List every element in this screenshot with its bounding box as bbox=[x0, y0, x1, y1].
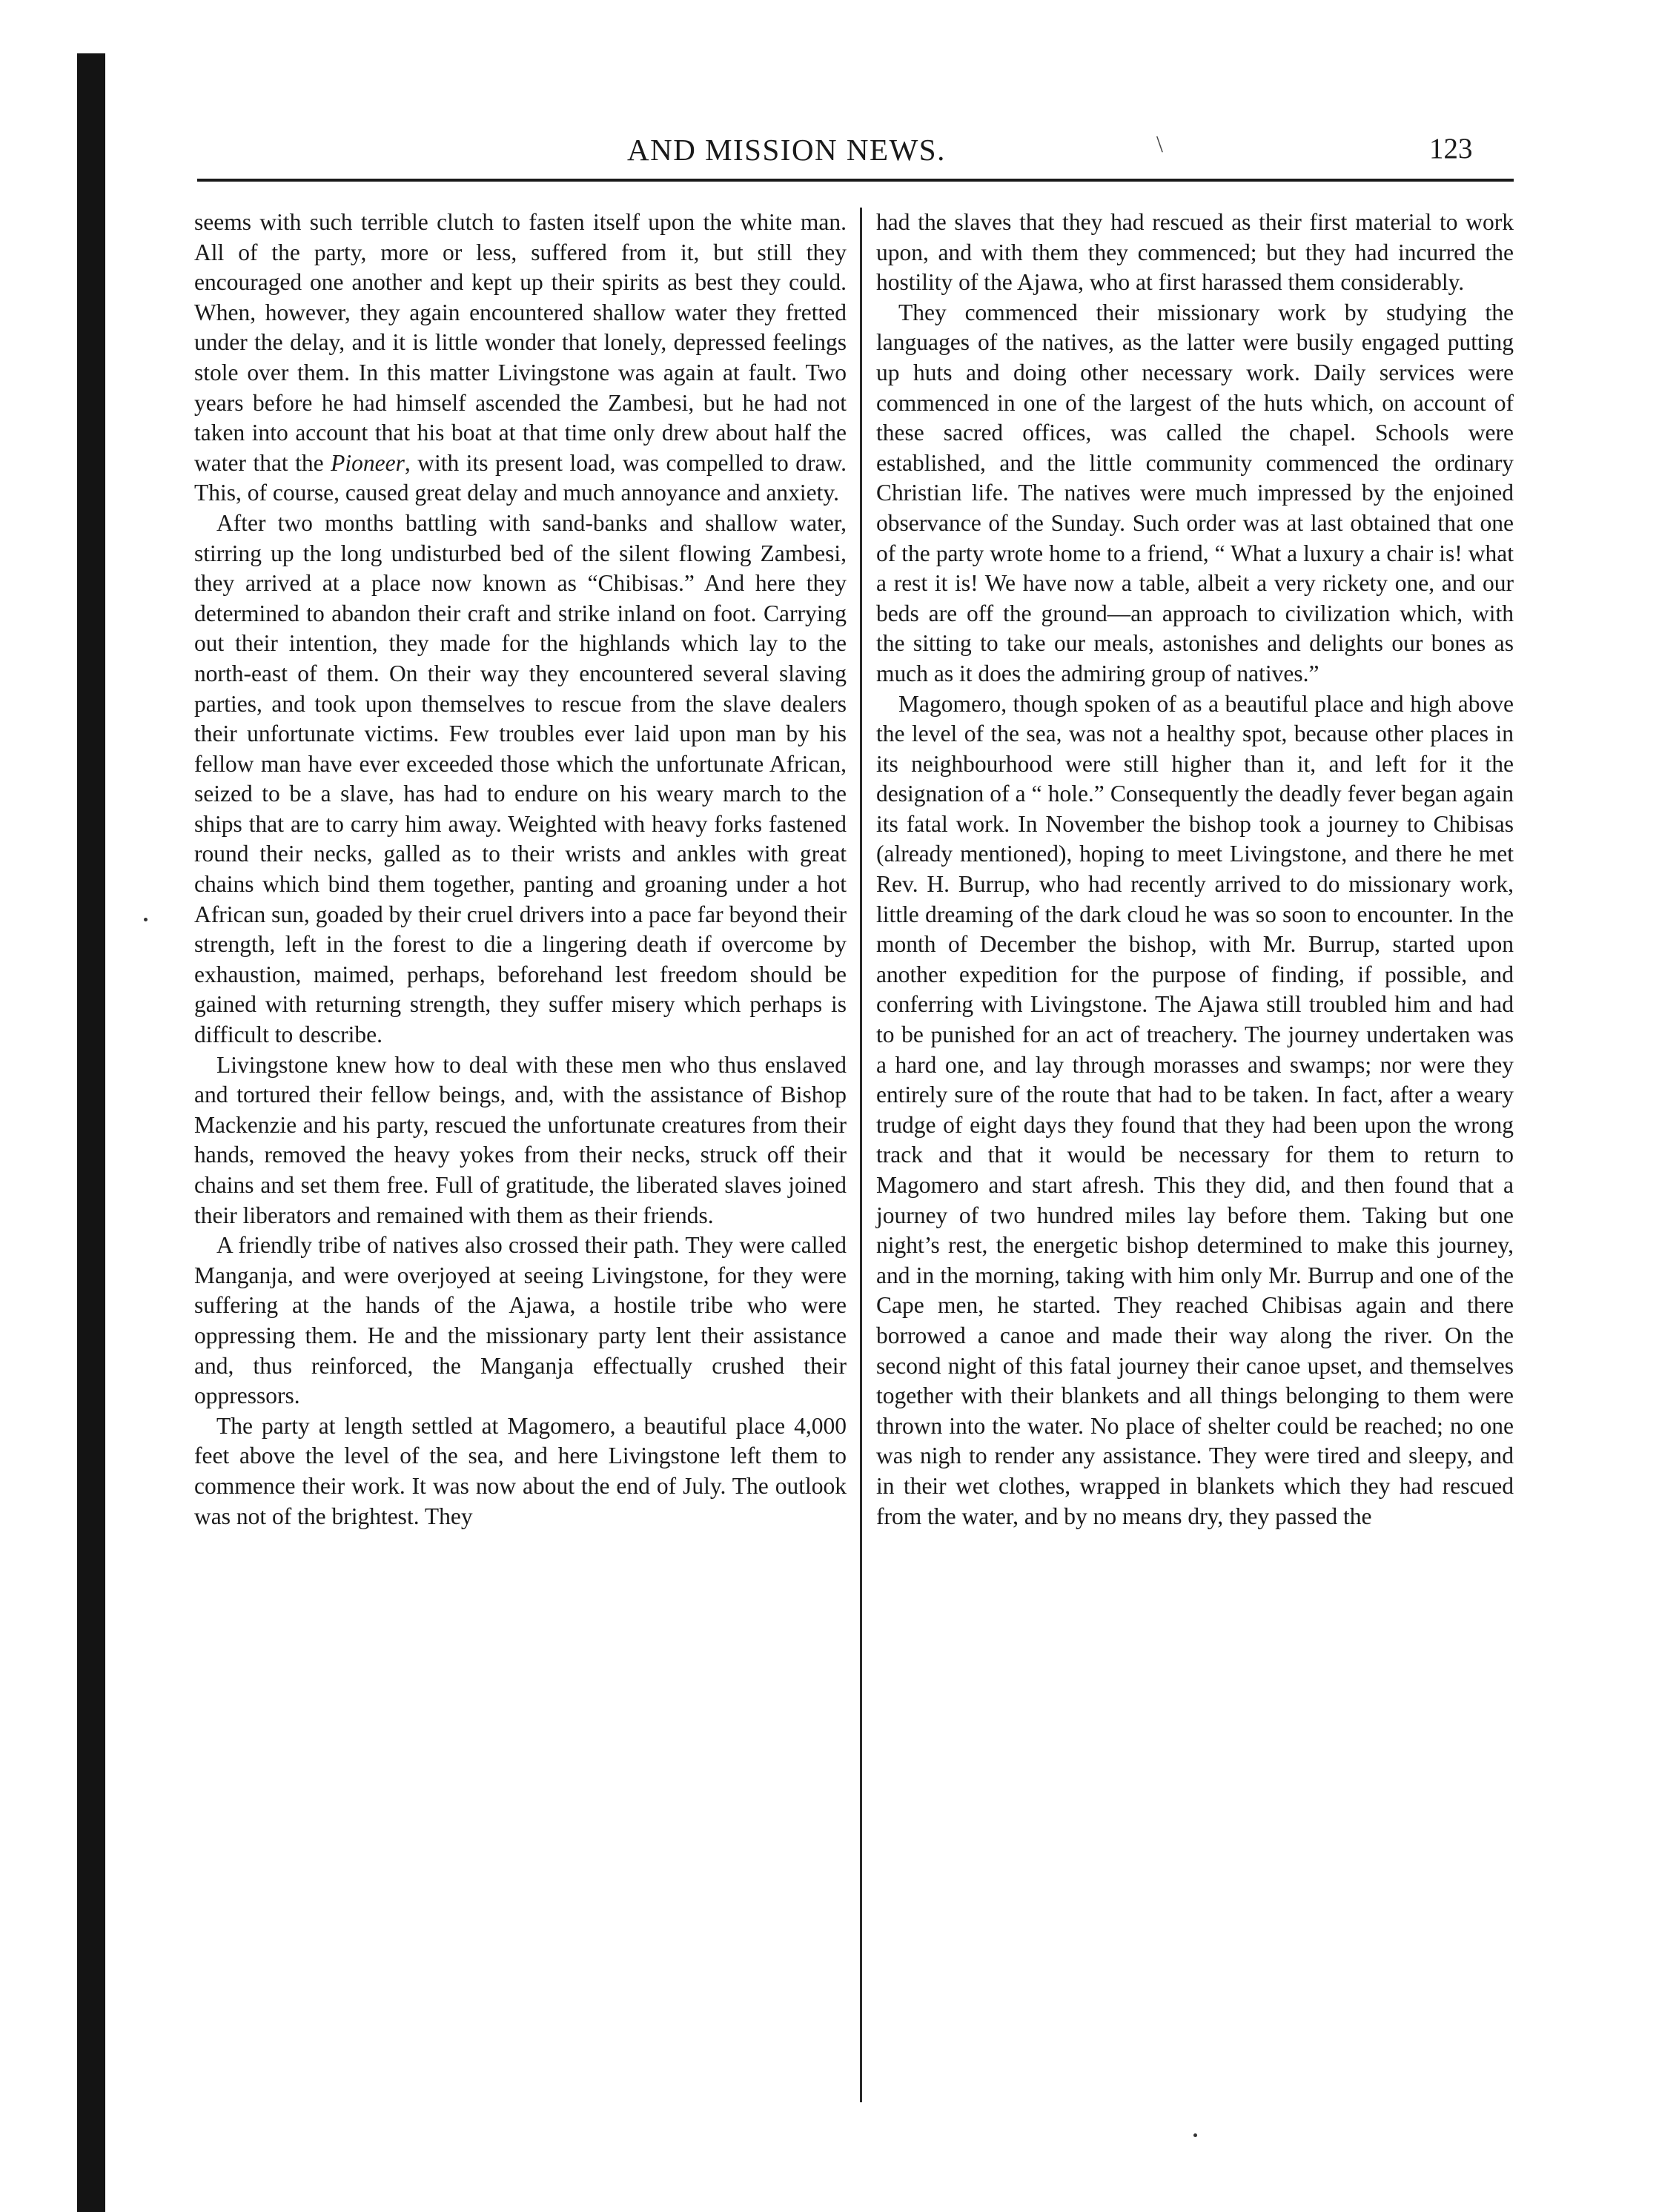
ink-speck bbox=[1193, 2133, 1197, 2137]
header-rule bbox=[197, 179, 1514, 182]
left-column bbox=[194, 208, 847, 1531]
column-rule bbox=[860, 208, 862, 2102]
ink-speck bbox=[144, 918, 148, 921]
page-number: 123 bbox=[1429, 133, 1473, 165]
ship-name: Pioneer bbox=[331, 449, 405, 476]
paragraph: Magomero, though spoken of as a beautiful place and high above the level of the sea, was not a healthy spot, because other places in its neighbourhood were still higher than it, and left for it the designation of a “ hole.” Consequently the deadly fever began again its fatal work. In November the bishop took a journey to Chibisas (already mentioned), hoping to meet Livingstone, and there he met Rev. H. Burrup, who had recently arrived to do missionary work, little dreaming of the dark cloud he was so soon to encounter. In the month of December the bishop, with Mr. Burrup, started upon another expedition for the purpose of finding, if possible, and conferring with Livingstone. The Ajawa still troubled him and had to be punished for an act of treachery. The journey undertaken was a hard one, and lay through morasses and swamps; nor were they entirely sure of the route that had to be taken. In fact, after a weary trudge of eight days they found that they had been upon the wrong track and that it would be necessary for them to return to Magomero and start afresh. This they did, and then found that a journey of two hundred miles lay before them. Taking but one night’s rest, the energetic bishop determined to make this journey, and in the morning, taking with him only Mr. Burrup and one of the Cape men, he started. They reached Chibisas again and there borrowed a canoe and made their way along the river. On the second night of this fatal journey their canoe upset, and themselves together with their blankets and all things belonging to them were thrown into the water. No place of shelter could be reached; no one was nigh to render any assistance. They were tired and sleepy, and in their wet clothes, wrapped in blankets which they had rescued from the water, and by no means dry, they passed the bbox=[876, 690, 1514, 1529]
running-head: AND MISSION NEWS. bbox=[627, 133, 946, 167]
stray-mark: \ bbox=[1156, 130, 1163, 157]
paragraph: seems with such terrible clutch to fasten itself upon the white man. All of the party, more or less, suffered from it, but still they encouraged one another and kept up their spirits as best they could. When, however, they again encountered shallow water they fretted under the delay, and it is little wonder that lonely, depressed feelings stole over them. In this matter Livingstone was again at fault. Two years before he had himself ascended the Zambesi, but he had not taken into account that his boat at that time only drew about half the water that the Pioneer, with its present load, was compelled to draw. This, of course, caused great delay and much annoyance and anxiety. bbox=[194, 209, 847, 506]
paragraph: They commenced their missionary work by studying the languages of the natives, as the latter were busily engaged putting up huts and doing other necessary work. Daily services were commenced in one of the largest of the huts which, on account of these sacred offices, was called the chapel. Schools were established, and the little community commenced the ordinary Christian life. The natives were much impressed by the enjoined observance of the Sunday. Such order was at last obtained that one of the party wrote home to a friend, “ What a luxury a chair is! what a rest it is! We have now a table, albeit a very rickety one, and our beds are off the ground—an approach to civilization which, with the sitting to take our meals, astonishes and delights our bones as much as it does the admiring group of natives.” bbox=[876, 299, 1514, 686]
paragraph: had the slaves that they had rescued as their first material to work upon, and with them they commenced; but they had incurred the hostility of the Ajawa, who at first harassed them considerably. bbox=[876, 209, 1514, 296]
paragraph: The party at length settled at Magomero, a beautiful place 4,000 feet above the level of the sea, and here Livingstone left them to commence their work. It was now about the end of July. The outlook was not of the brightest. They bbox=[194, 1412, 847, 1529]
paragraph: A friendly tribe of natives also crossed their path. They were called Manganja, and were overjoyed at seeing Livingstone, for they were suffering at the hands of the Ajawa, a hostile tribe who were oppressing them. He and the missionary party lent their assistance and, thus reinforced, the Manganja effectually crushed their oppressors. bbox=[194, 1232, 847, 1409]
paragraph: After two months battling with sand-banks and shallow water, stirring up the long undisturbed bed of the silent flowing Zambesi, they arrived at a place now known as “Chibisas.” And here they determined to abandon their craft and strike inland on foot. Carrying out their intention, they made for the highlands which lay to the north-east of them. On their way they encountered several slaving parties, and took upon themselves to rescue from the slave dealers their unfortunate victims. Few troubles ever laid upon man by his fellow man have ever exceeded those which the unfortunate African, seized to be a slave, has had to endure on his weary march to the ships that are to carry him away. Weighted with heavy forks fastened round their necks, galled as to their wrists and ankles with great chains which bind them together, panting and groaning under a hot African sun, goaded by their cruel drivers into a pace far beyond their strength, left in the forest to die a lingering death if overcome by exhaustion, maimed, perhaps, beforehand lest freedom should be gained with returning strength, they suffer misery which perhaps is difficult to describe. bbox=[194, 509, 847, 1048]
right-column bbox=[876, 208, 1514, 1531]
binding-edge bbox=[77, 53, 105, 2212]
paragraph: Livingstone knew how to deal with these men who thus enslaved and tortured their fellow beings, and, with the assistance of Bishop Mackenzie and his party, rescued the unfortunate creatures from their hands, removed the heavy yokes from their necks, struck off their chains and set them free. Full of gratitude, the liberated slaves joined their liberators and remained with them as their friends. bbox=[194, 1051, 847, 1228]
